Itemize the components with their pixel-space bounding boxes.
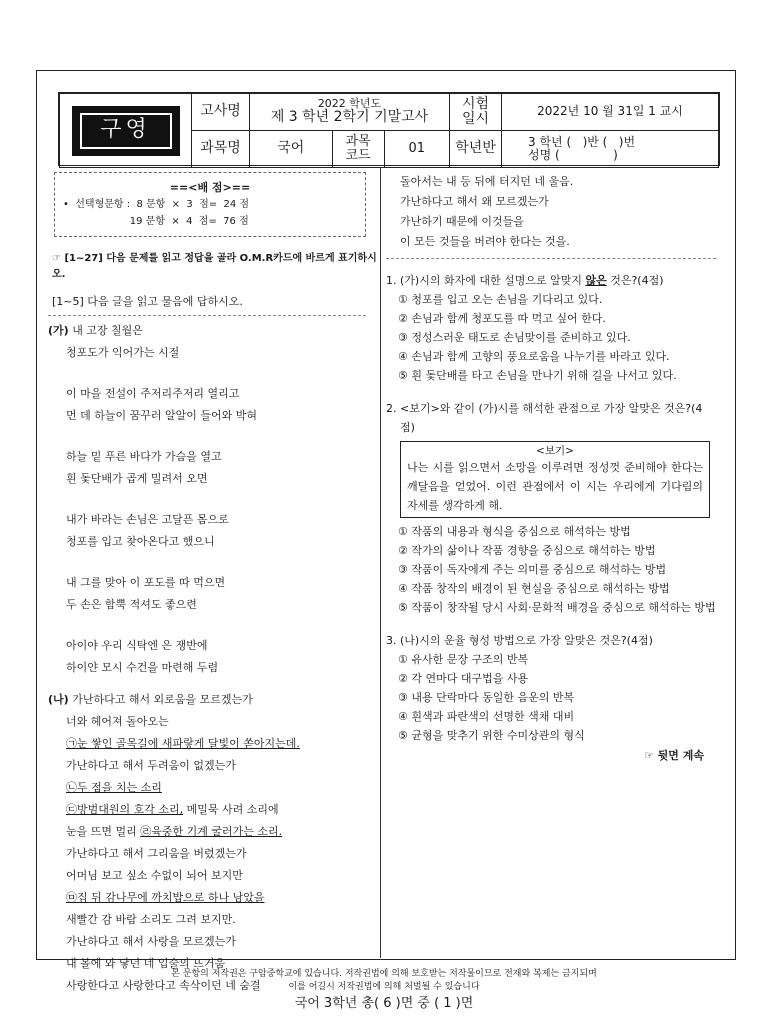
emphasis-not: 않은 xyxy=(585,274,607,287)
poem-line: 사랑한다고 사랑한다고 속삭이던 네 숨결 xyxy=(66,979,261,992)
continue-note: ☞ 뒷면 계속 xyxy=(643,749,704,762)
poem-line: 아이야 우리 식탁엔 은 쟁반에 xyxy=(66,639,208,652)
poem-line-underlined-b: ㉡두 점을 치는 소리 xyxy=(66,781,162,794)
option: ④ 작품 창작의 배경이 된 현실을 중심으로 해석하는 방법 xyxy=(398,582,670,595)
option: ③ 작품이 독자에게 주는 의미를 중심으로 해석하는 방법 xyxy=(398,563,667,576)
poem-line: 가난하다고 해서 그리움을 버렸겠는가 xyxy=(66,847,247,860)
option: ⑤ 균형을 맞추기 위한 수미상관의 형식 xyxy=(398,729,585,742)
option: ① 작품의 내용과 형식을 중심으로 해석하는 방법 xyxy=(398,525,631,538)
exam-title xyxy=(250,94,450,131)
poem-line: 내 볼에 와 닿던 네 입술의 뜨거움 xyxy=(66,957,226,970)
score-row-1: • 선택형문항 : 8 문항 × 3 점= 24 점 xyxy=(63,199,250,210)
poem-line: 어머님 보고 싶소 수없이 뇌어 보지만 xyxy=(66,869,243,882)
bogi-title: <보기> xyxy=(536,445,574,457)
question-3-stem: 3. (나)시의 운율 형성 방법으로 가장 알맞은 것은?(4점) xyxy=(386,634,653,647)
option: ① 유사한 문장 구조의 반복 xyxy=(398,653,529,666)
score-row-2: 19 문항 × 4 점= 76 점 xyxy=(63,216,249,227)
poem-line: 눈을 뜨면 멀리 xyxy=(66,825,141,838)
option: ② 손님과 함께 청포도를 따 먹고 싶어 한다. xyxy=(398,312,606,325)
subject-name: 국어 xyxy=(250,131,332,167)
instruction: ☞ [1~27] 다음 문제를 읽고 정답을 골라 O.M.R카드에 바르게 표기하시오. xyxy=(52,253,377,280)
question-1 xyxy=(386,271,716,385)
poem-line: 이 마을 전설이 주저리주저리 열리고 xyxy=(66,387,240,400)
logo-mark: 구영 xyxy=(80,113,172,149)
poem-na-mark: (나) xyxy=(48,693,69,706)
question-3 xyxy=(386,631,716,745)
label-datetime: 시험 일시 xyxy=(450,94,502,131)
poem-line: 가난하기 때문에 이것들을 xyxy=(400,215,524,228)
exam-header xyxy=(58,92,720,166)
poem-line: 메밀묵 사려 소리에 xyxy=(183,803,279,816)
school-logo xyxy=(60,94,192,168)
class-info xyxy=(502,131,719,168)
right-column xyxy=(386,172,716,763)
exam-year: 2022 학년도 xyxy=(317,97,382,111)
label-exam: 고사명 xyxy=(192,94,250,131)
poem-ga-mark: (가) xyxy=(48,324,69,337)
score-title: ==<배 점>== xyxy=(169,181,251,194)
question-2-stem: 2. <보기>와 같이 (가)시를 해석한 관점으로 가장 알맞은 것은?(4점) xyxy=(386,402,703,434)
option: ② 각 연마다 대구법을 사용 xyxy=(398,672,529,685)
bogi-box xyxy=(400,441,710,518)
page-info: 국어 3학년 총( 6 )면 중 ( 1 )면 xyxy=(294,996,474,1011)
poem-line: 가난하다고 해서 왜 모르겠는가 xyxy=(400,195,549,208)
poem-line: 흰 돛단배가 곱게 밀려서 오면 xyxy=(66,472,208,485)
poem-line: 청포를 입고 찾아온다고 했으니 xyxy=(66,535,215,548)
column-divider xyxy=(380,168,381,958)
poem-line: 하이얀 모시 수건을 마련해 두렴 xyxy=(66,661,219,674)
poem-line: 새빨간 감 바람 소리도 그려 보지만. xyxy=(66,913,236,926)
poem-line: 가난하다고 해서 사랑을 모르겠는가 xyxy=(66,935,236,948)
label-subject: 과목명 xyxy=(192,131,250,168)
exam-name: 제 3 학년 2학기 기말고사 xyxy=(270,109,429,126)
poem-na-continued xyxy=(386,172,716,259)
copyright-line-2: 이를 어길시 저작권법에 의해 처벌될 수 있습니다 xyxy=(288,982,480,992)
question-1-stem: 1. (가)시의 화자에 대한 설명으로 알맞지 않은 것은?(4점) xyxy=(386,274,664,287)
copyright-line-1: 본 문항의 저작권은 구암중학교에 있습니다. 저작권법에 의해 보호받는 저작물이므로 전재와 복제는 금지되며 xyxy=(171,969,597,979)
option: ⑤ 흰 돛단배를 타고 손님을 만나기 위해 길을 나서고 있다. xyxy=(398,369,677,382)
poem-ga xyxy=(48,320,378,679)
score-box xyxy=(54,172,366,237)
class-line2: 성명 ( ) xyxy=(528,148,618,162)
label-code: 과목 코드 xyxy=(332,131,384,167)
poem-line: 청포도가 익어가는 시절 xyxy=(66,346,180,359)
left-column xyxy=(48,172,378,997)
question-2 xyxy=(386,399,716,617)
poem-line: 먼 데 하늘이 꿈꾸러 알알이 들어와 박혀 xyxy=(66,409,257,422)
poem-line: 내가 바라는 손님은 고달픈 몸으로 xyxy=(66,513,229,526)
bogi-text: 나는 시를 읽으면서 소망을 이루려면 정성껏 준비해야 한다는 깨달음을 얻었어. 이런 관점에서 이 시는 우리에게 기다림의 자세를 생각하게 해. xyxy=(407,461,703,512)
label-class: 학년반 xyxy=(450,131,502,168)
option: ④ 손님과 함께 고향의 풍요로움을 나누기를 바라고 있다. xyxy=(398,350,670,363)
poem-line: 가난하다고 해서 두려움이 없겠는가 xyxy=(66,759,236,772)
poem-line-underlined-c: ㉢방범대원의 호각 소리, xyxy=(66,803,184,816)
exam-datetime: 2022년 10 월 31일 1 교시 xyxy=(502,94,719,131)
option: ① 청포를 입고 오는 손님을 기다리고 있다. xyxy=(398,293,603,306)
poem-line: 하늘 밑 푸른 바다가 가슴을 열고 xyxy=(66,450,222,463)
subject-code: 01 xyxy=(408,140,426,156)
poem-line-underlined-e: ㉤집 뒤 감나무에 까치밥으로 하나 남았을 xyxy=(66,891,265,904)
poem-line: 가난하다고 해서 외로움을 모르겠는가 xyxy=(72,693,253,706)
option: ③ 내용 단락마다 동일한 음운의 반복 xyxy=(398,691,575,704)
class-line1: 3 학년 ( )반 ( )번 xyxy=(528,134,636,149)
poem-line-underlined-a: ㉠눈 쌓인 골목길에 새파랗게 달빛이 쏟아지는데. xyxy=(66,737,300,750)
poem-line: 내 그를 맞아 이 포도를 따 먹으면 xyxy=(66,576,226,589)
poem-line: 내 고장 칠월은 xyxy=(72,324,143,337)
poem-line: 너와 헤어져 돌아오는 xyxy=(66,715,169,728)
section-intro: [1~5] 다음 글을 읽고 물음에 답하시오. xyxy=(48,293,366,316)
option: ② 작가의 삶이나 작품 경향을 중심으로 해석하는 방법 xyxy=(398,544,656,557)
option: ④ 흰색과 파란색의 선명한 색채 대비 xyxy=(398,710,575,723)
poem-line: 돌아서는 내 등 뒤에 터지던 네 울음. xyxy=(400,175,574,188)
poem-line-underlined-d: ㉣육중한 기계 굴러가는 소리. xyxy=(140,825,283,838)
poem-line: 이 모든 것들을 버려야 한다는 것을. xyxy=(400,235,570,248)
option: ③ 정성스러운 태도로 손님맞이를 준비하고 있다. xyxy=(398,331,631,344)
poem-line: 두 손은 함뿍 적셔도 좋으련 xyxy=(66,598,197,611)
option: ⑤ 작품이 창작될 당시 사회·문화적 배경을 중심으로 해석하는 방법 xyxy=(398,601,716,614)
poem-na xyxy=(48,689,378,997)
